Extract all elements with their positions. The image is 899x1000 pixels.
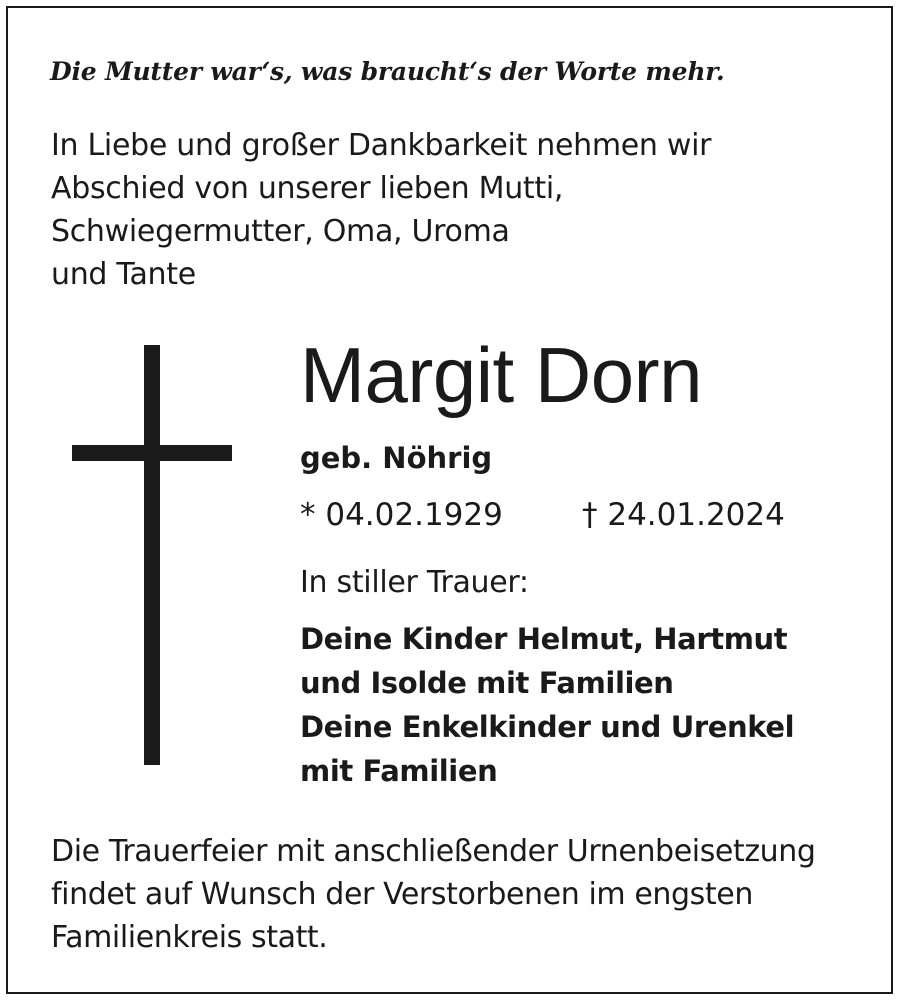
deceased-name: Margit Dorn: [300, 331, 702, 419]
service-line: Familienkreis statt.: [51, 920, 328, 955]
intro-line: Abschied von unserer lieben Mutti,: [51, 171, 564, 206]
mourning-label: In stiller Trauer:: [300, 565, 529, 600]
intro-line: Schwiegermutter, Oma, Uroma: [51, 214, 510, 249]
mourners-line: Deine Enkelkinder und Urenkel: [300, 710, 795, 744]
motto: Die Mutter war‘s, was braucht‘s der Worte mehr.: [50, 57, 725, 86]
intro-line: und Tante: [51, 257, 196, 292]
service-line: Die Trauerfeier mit anschließender Urnenbeisetzung: [51, 834, 816, 869]
service-info: [51, 830, 816, 959]
birth-date: * 04.02.1929: [300, 497, 503, 533]
service-line: findet auf Wunsch der Verstorbenen im engsten: [51, 877, 753, 912]
cross-horizontal-bar: [72, 445, 232, 461]
latin-cross-icon: [72, 345, 232, 765]
maiden-name: geb. Nöhrig: [300, 441, 493, 475]
mourners-line: Deine Kinder Helmut, Hartmut: [300, 622, 788, 656]
cross-vertical-bar: [144, 345, 160, 765]
mourners-line: mit Familien: [300, 754, 498, 788]
mourners-line: und Isolde mit Familien: [300, 666, 674, 700]
intro-line: In Liebe und großer Dankbarkeit nehmen wir: [51, 128, 712, 163]
mourners-list: [300, 617, 794, 793]
intro-text: [51, 124, 831, 296]
death-date: † 24.01.2024: [582, 497, 785, 533]
